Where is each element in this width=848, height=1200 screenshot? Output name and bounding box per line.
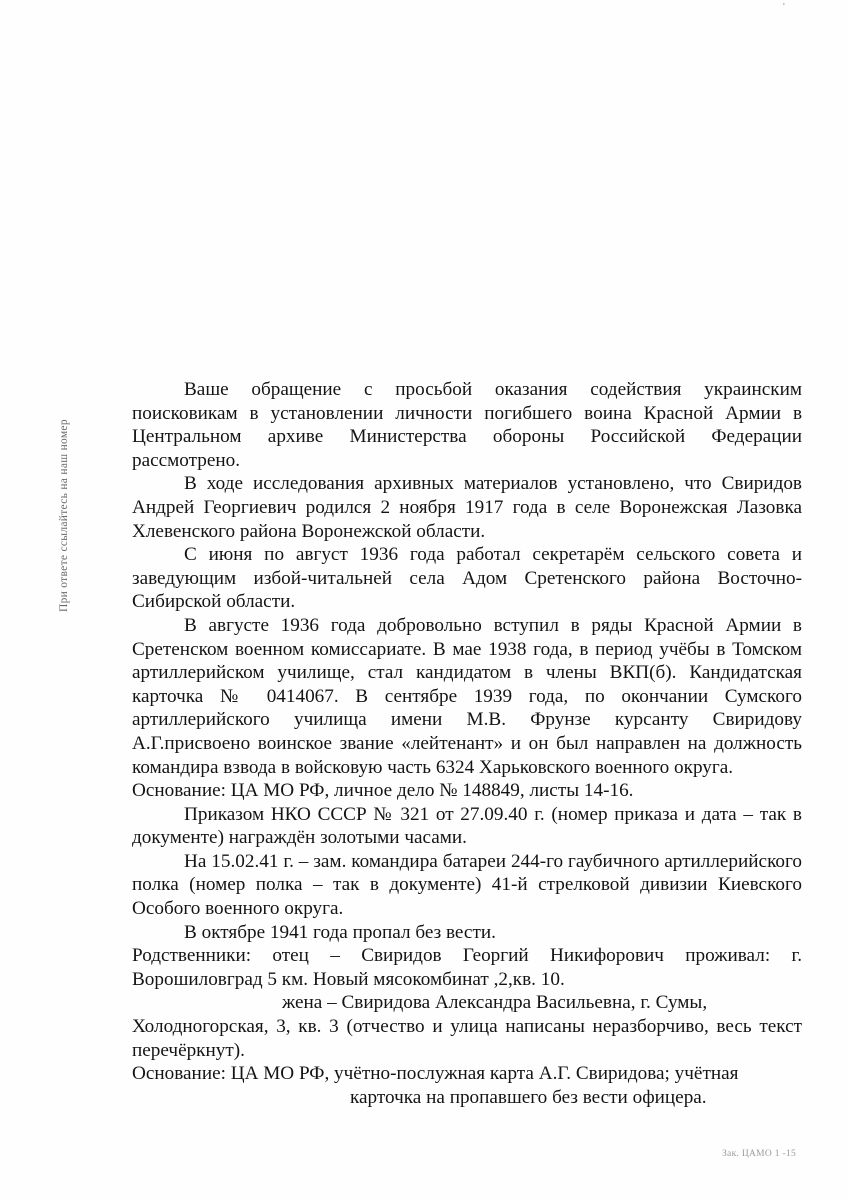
relatives-line-1: Родственники: отец – Свиридов Георгий Никифорович проживал: г. Ворошиловград 5 км. Новый мясокомбинат ,2,кв. 10. xyxy=(132,945,802,990)
print-stamp: Зак. ЦАМО 1 -15 xyxy=(722,1149,797,1159)
relatives-line-2: жена – Свиридова Александра Васильевна, г. Сумы, xyxy=(282,992,708,1014)
paragraph-5: Приказом НКО СССР № 321 от 27.09.40 г. (номер приказа и дата – так в документе) награждён золотыми часами. xyxy=(132,803,802,849)
side-note-text: При ответе ссылайтесь на наш номер xyxy=(58,419,70,612)
paragraph-2: В ходе исследования архивных материалов установлено, что Свиридов Андрей Георгиевич родился 2 ноября 1917 года в селе Воронежская Лазовка Хлевенского района Воронежской области. xyxy=(132,473,802,542)
paragraph-4: В августе 1936 года добровольно вступил в ряды Красной Армии в Сретенском военном комиссариате. В мае 1938 года, в период учёбы в Томском артиллерийском училище, стал кандидатом в члены ВКП(б). Кандидатская карточка № 0414067. В сентябре 1939 года, по окончании Сумского артиллерийского училища имени М.В. Фрунзе курсанту Свиридову А.Г.присвоено воинское звание «лейтенант» и он был направлен на должность командира взвода в войсковую часть 6324 Харьковского военного округа. xyxy=(132,614,802,778)
paragraph-7: В октябре 1941 года пропал без вести. xyxy=(184,921,496,943)
basis-2-line-1: Основание: ЦА МО РФ, учётно-послужная карта А.Г. Свиридова; учётная xyxy=(132,1063,739,1085)
paragraph-1: Ваше обращение с просьбой оказания содействия украинским поисковикам в установлении личности погибшего воина Красной Армии в Центральном архиве Министерства обороны Российской Федерации рассмотрено. xyxy=(132,379,802,471)
corner-mark: ' xyxy=(783,2,785,13)
basis-2-line-2: карточка на пропавшего без вести офицера. xyxy=(350,1086,707,1108)
relatives-line-3: Холодногорская, 3, кв. 3 (отчество и улица написаны неразборчиво, весь текст перечёркнут). xyxy=(132,1016,802,1061)
basis-1: Основание: ЦА МО РФ, личное дело № 148849, листы 14-16. xyxy=(132,780,634,802)
paragraph-6: На 15.02.41 г. – зам. командира батареи 244-го гаубичного артиллерийского полка (номер полка – так в документе) 41-й стрелковой дивизии Киевского Особого военного округа. xyxy=(132,850,802,920)
letter-body xyxy=(132,378,802,1109)
paragraph-3: С июня по август 1936 года работал секретарём сельского совета и заведующим избой-читальней села Адом Сретенского района Восточно-Сибирской области. xyxy=(132,544,802,613)
side-note xyxy=(58,380,78,620)
